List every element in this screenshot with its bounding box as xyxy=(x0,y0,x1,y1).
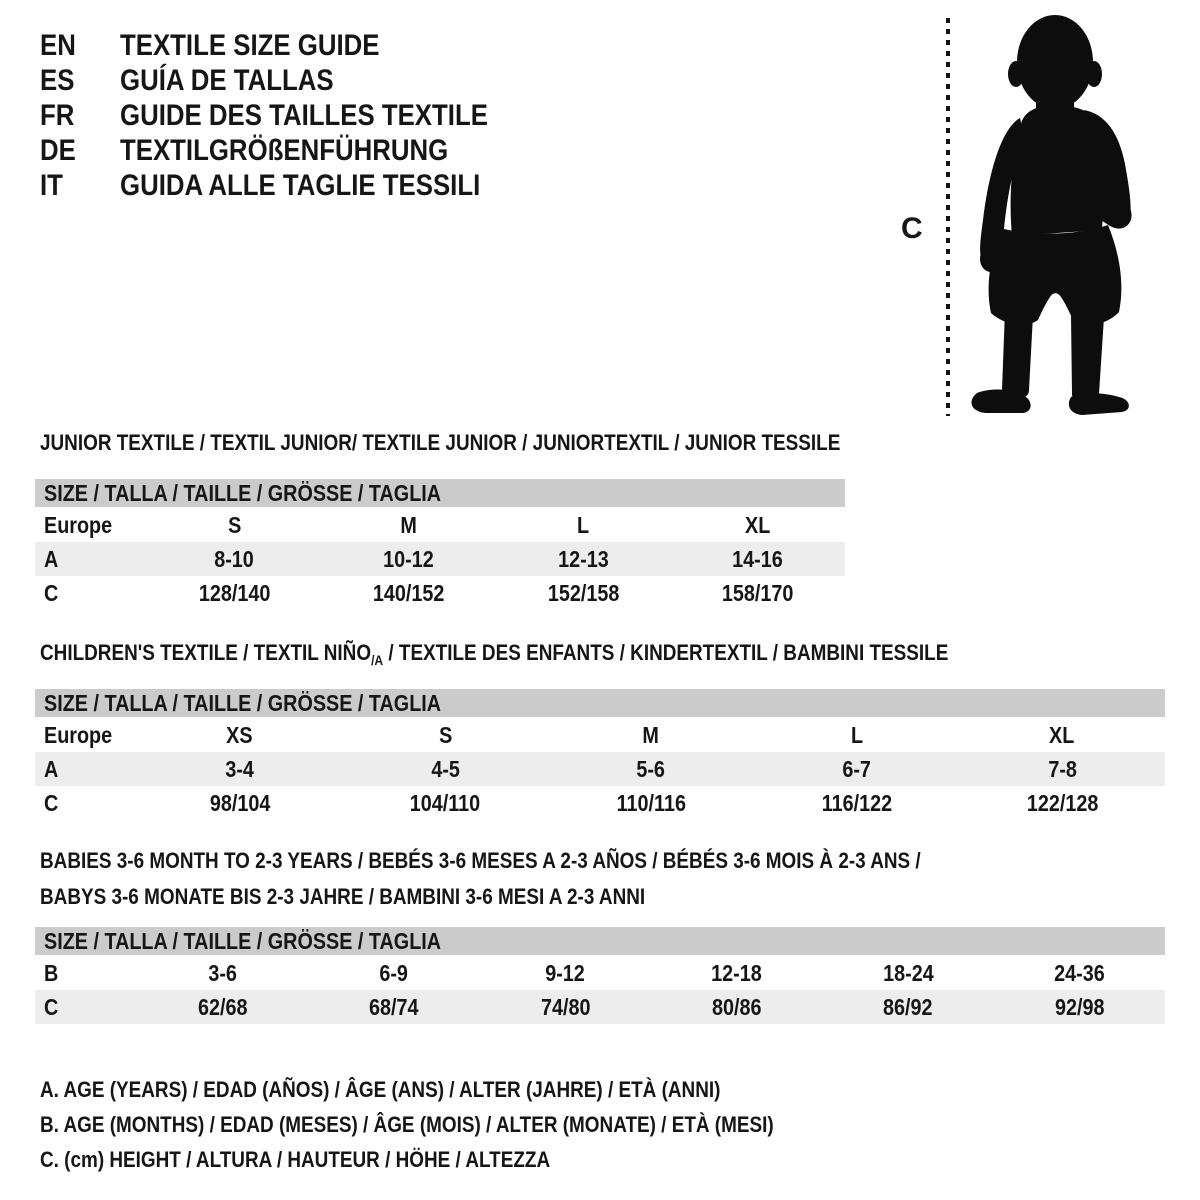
table-cell: 10-12 xyxy=(383,545,435,572)
measurement-legend xyxy=(40,1072,893,1177)
table-cell: 14-16 xyxy=(732,545,784,572)
row-label: C xyxy=(44,579,59,606)
language-title-block xyxy=(40,28,548,203)
row-label: C xyxy=(44,993,59,1020)
legend-line-c: C. (cm) HEIGHT / ALTURA / HAUTEUR / HÖHE / ALTEZZA xyxy=(40,1146,551,1172)
table-cell: 110/116 xyxy=(616,789,686,816)
table-cell: S xyxy=(438,721,452,748)
size-header-bar: SIZE / TALLA / TAILLE / GRÖSSE / TAGLIA xyxy=(35,689,1165,717)
table-row-age xyxy=(35,752,1165,786)
section-title-children: CHILDREN'S TEXTILE / TEXTIL $NIÑO_{/A}$ / TEXTILE DES ENFANTS / KINDERTEXTIL / BAMBINI TESSILE xyxy=(40,640,949,668)
guide-title-de: TEXTILGRÖßENFÜHRUNG xyxy=(120,133,449,167)
table-cell: 3-6 xyxy=(208,959,237,986)
nino-a-subscript: /A xyxy=(371,652,384,668)
table-cell: M xyxy=(400,511,417,538)
table-cell: 4-5 xyxy=(431,755,460,782)
table-cell: XL xyxy=(1049,721,1075,748)
children-size-table xyxy=(35,689,1165,820)
table-cell: 140/152 xyxy=(372,579,445,606)
section-title-junior: JUNIOR TEXTILE / TEXTIL JUNIOR/ TEXTILE JUNIOR / JUNIORTEXTIL / JUNIOR TESSILE xyxy=(40,430,841,455)
table-row-height xyxy=(35,576,845,610)
row-label: Europe xyxy=(44,721,113,748)
language-code: IT xyxy=(40,168,63,202)
table-cell: 152/158 xyxy=(547,579,619,606)
junior-size-table xyxy=(35,479,845,610)
guide-title-es: GUÍA DE TALLAS xyxy=(120,63,334,97)
row-label: Europe xyxy=(44,511,113,538)
table-cell: 92/98 xyxy=(1054,993,1105,1020)
table-cell: 128/140 xyxy=(198,579,270,606)
table-cell: 3-4 xyxy=(225,755,255,782)
table-cell: 116/122 xyxy=(821,789,892,816)
toddler-silhouette-icon xyxy=(958,12,1148,422)
table-cell: 86/92 xyxy=(883,993,933,1020)
table-row-age-months xyxy=(35,956,1165,990)
table-row-europe xyxy=(35,508,845,542)
babies-title-line1: BABIES 3-6 MONTH TO 2-3 YEARS / BEBÉS 3-6 MESES A 2-3 AÑOS / BÉBÉS 3-6 MOIS À 2-3 ANS / xyxy=(40,848,921,873)
table-cell: 6-7 xyxy=(842,755,871,782)
table-cell: 7-8 xyxy=(1047,755,1077,782)
guide-title-it: GUIDA ALLE TAGLIE TESSILI xyxy=(120,168,481,202)
table-cell: 18-24 xyxy=(882,959,934,986)
row-label: B xyxy=(44,959,59,986)
babies-title-line2: BABYS 3-6 MONATE BIS 2-3 JAHRE / BAMBINI 3-6 MESI A 2-3 ANNI xyxy=(40,884,646,909)
table-cell: 74/80 xyxy=(540,993,591,1020)
table-cell: 104/110 xyxy=(410,789,481,816)
table-cell: M xyxy=(642,721,660,748)
row-label: C xyxy=(44,789,59,816)
babies-size-table xyxy=(35,927,1165,1024)
language-row-de xyxy=(40,133,548,168)
table-cell: 98/104 xyxy=(209,789,271,816)
table-cell: 62/68 xyxy=(197,993,248,1020)
table-cell: 12-13 xyxy=(557,545,609,572)
size-header-bar: SIZE / TALLA / TAILLE / GRÖSSE / TAGLIA xyxy=(35,927,1165,955)
language-code: DE xyxy=(40,133,76,167)
row-label: A xyxy=(44,755,59,782)
height-measure-label: C xyxy=(901,212,923,245)
table-row-age xyxy=(35,542,845,576)
table-cell: 12-18 xyxy=(711,959,762,986)
table-cell: 80/86 xyxy=(711,993,762,1020)
guide-title-fr: GUIDE DES TAILLES TEXTILE xyxy=(120,98,488,132)
table-cell: 68/74 xyxy=(369,993,419,1020)
language-code: ES xyxy=(40,63,75,97)
language-row-en xyxy=(40,28,548,63)
table-row-europe xyxy=(35,718,1165,752)
guide-title-en: TEXTILE SIZE GUIDE xyxy=(120,28,380,62)
table-cell: L xyxy=(577,511,590,538)
size-header-bar: SIZE / TALLA / TAILLE / GRÖSSE / TAGLIA xyxy=(35,479,845,507)
row-label: A xyxy=(44,545,59,572)
table-cell: XS xyxy=(226,721,253,748)
table-cell: 24-36 xyxy=(1054,959,1105,986)
legend-line-a: A. AGE (YEARS) / EDAD (AÑOS) / ÂGE (ANS) / ALTER (JAHRE) / ETÀ (ANNI) xyxy=(40,1076,721,1102)
table-cell: 9-12 xyxy=(545,959,586,986)
legend-line-b: B. AGE (MONTHS) / EDAD (MESES) / ÂGE (MOIS) / ALTER (MONATE) / ETÀ (MESI) xyxy=(40,1111,774,1137)
table-cell: 5-6 xyxy=(636,755,666,782)
table-row-height xyxy=(35,990,1165,1024)
table-cell: S xyxy=(227,511,241,538)
table-cell: L xyxy=(850,721,863,748)
table-cell: 8-10 xyxy=(214,545,255,572)
language-code: EN xyxy=(40,28,76,62)
table-cell: XL xyxy=(745,511,771,538)
table-row-height xyxy=(35,786,1165,820)
height-dashed-line xyxy=(946,18,950,416)
language-row-fr xyxy=(40,98,548,133)
language-row-es xyxy=(40,63,548,98)
table-cell: 122/128 xyxy=(1026,789,1098,816)
table-cell: 6-9 xyxy=(379,959,409,986)
language-row-it xyxy=(40,168,548,203)
section-title-babies xyxy=(40,843,1064,915)
language-code: FR xyxy=(40,98,75,132)
table-cell: 158/170 xyxy=(721,579,794,606)
